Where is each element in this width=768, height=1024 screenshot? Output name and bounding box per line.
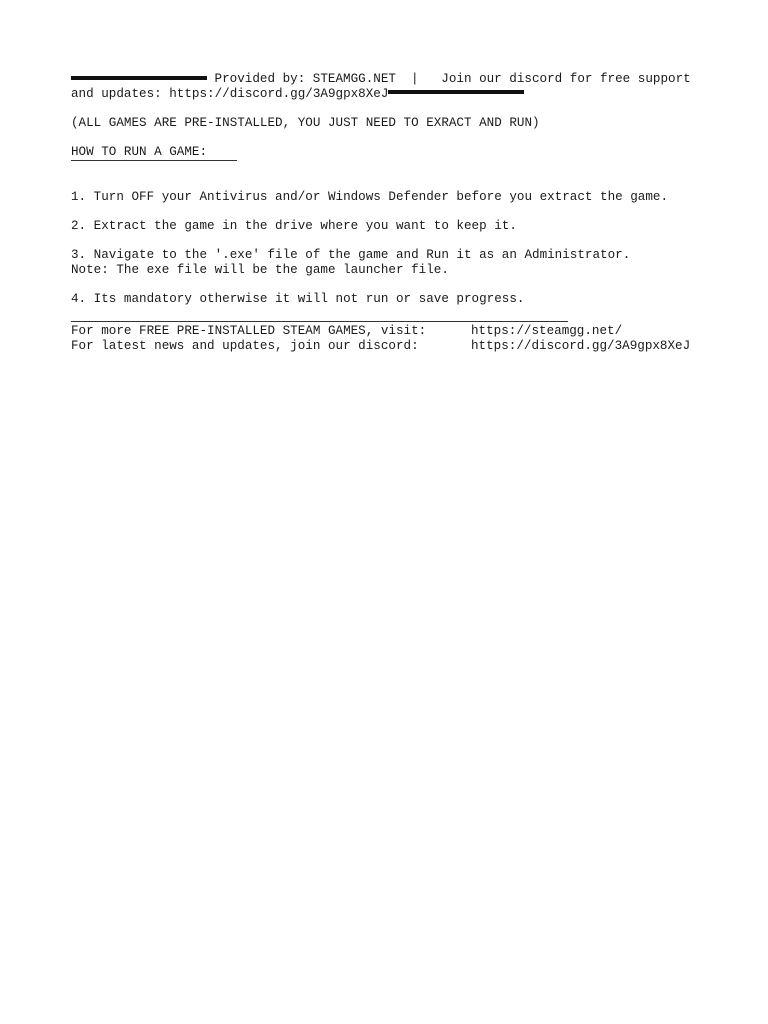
pre-installed-notice: (ALL GAMES ARE PRE-INSTALLED, YOU JUST NEED TO EXRACT AND RUN) [71, 115, 540, 130]
step-3-note: Note: The exe file will be the game launcher file. [71, 262, 449, 277]
howto-title: HOW TO RUN A GAME: [71, 144, 208, 159]
step-4: 4. Its mandatory otherwise it will not run or save progress. [71, 291, 525, 306]
step-3: 3. Navigate to the '.exe' file of the game and Run it as an Administrator. [71, 248, 631, 263]
step-1: 1. Turn OFF your Antivirus and/or Windows Defender before you extract the game. [71, 189, 669, 204]
header-line-2 [71, 87, 711, 102]
footer-row-news [71, 339, 711, 354]
updates-text: and updates: https://discord.gg/3A9gpx8XeJ [71, 86, 389, 101]
news-label: For latest news and updates, join our discord: [71, 338, 419, 353]
document-page [71, 72, 711, 353]
more-games-label: For more FREE PRE-INSTALLED STEAM GAMES, visit: [71, 324, 427, 339]
header-line-1 [71, 72, 711, 87]
news-url[interactable]: https://discord.gg/3A9gpx8XeJ [471, 338, 691, 353]
footer-row-more-games [71, 324, 711, 339]
more-games-url[interactable]: https://steamgg.net/ [471, 324, 623, 339]
provided-by-text: Provided by: STEAMGG.NET | Join our discord for free support [207, 72, 691, 86]
decorative-bar-left [71, 76, 207, 80]
decorative-bar-right [388, 90, 524, 94]
step-2: 2. Extract the game in the drive where you want to keep it. [71, 218, 517, 233]
